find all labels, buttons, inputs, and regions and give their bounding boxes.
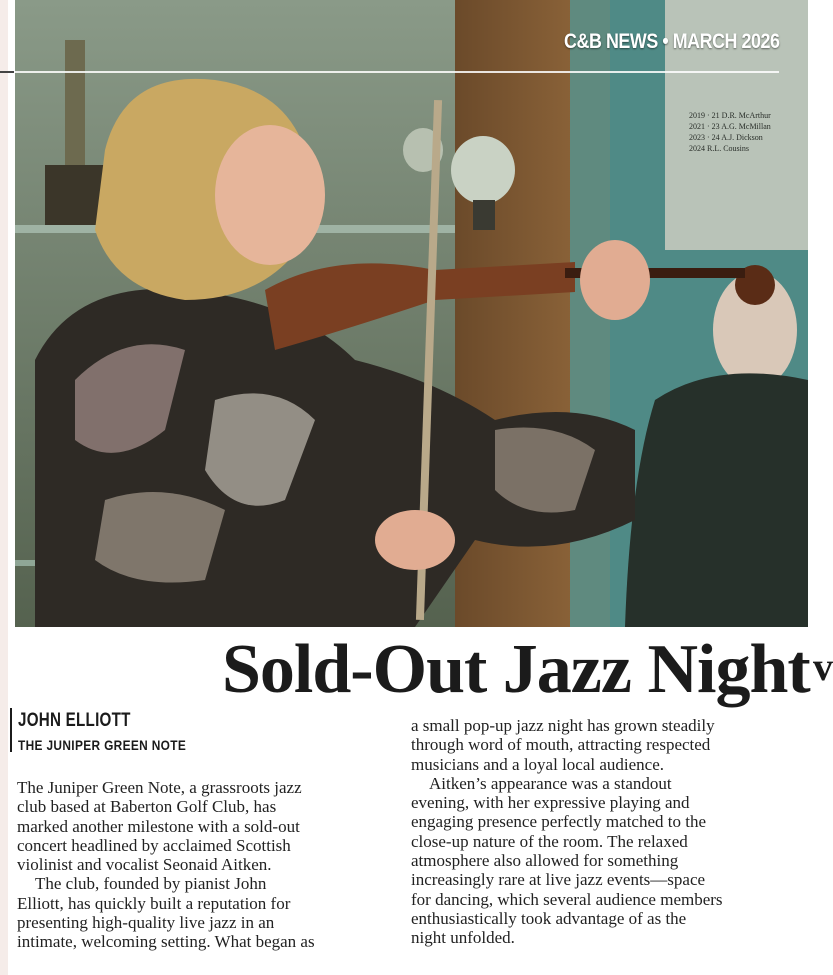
board-line: 2019 · 21 D.R. McArthur <box>689 111 771 120</box>
publication-name: THE JUNIPER GREEN NOTE <box>18 737 187 753</box>
body-line: for dancing, which several audience members <box>411 889 723 909</box>
body-line: night unfolded. <box>411 928 515 948</box>
body-line: enthusiastically took advantage of as the <box>411 908 687 928</box>
headline-overflow-glyph: v <box>813 644 833 689</box>
article-column-2 <box>411 716 816 948</box>
byline-bar <box>10 708 12 752</box>
page-edge <box>0 0 8 975</box>
body-line: atmosphere also allowed for something <box>411 851 679 871</box>
headline: Sold-Out Jazz Night <box>222 631 810 708</box>
body-line: club based at Baberton Golf Club, has <box>17 797 277 817</box>
body-line: concert headlined by acclaimed Scottish <box>17 835 291 855</box>
honours-board <box>689 110 771 154</box>
body-line: evening, with her expressive playing and <box>411 793 690 813</box>
body-line: intimate, welcoming setting. What began as <box>17 932 315 952</box>
article-photo <box>15 0 808 627</box>
body-line: a small pop-up jazz night has grown steadily <box>411 716 715 735</box>
body-line: close-up nature of the room. The relaxed <box>411 831 688 851</box>
body-line: presenting high-quality live jazz in an <box>17 913 275 933</box>
body-line: Elliott, has quickly built a reputation for <box>17 893 291 913</box>
page-edge-rule <box>0 71 14 73</box>
board-line: 2021 · 23 A.G. McMillan <box>689 122 771 131</box>
masthead-rule <box>15 71 779 73</box>
masthead: C&B NEWS • MARCH 2026 <box>564 30 780 53</box>
body-line: musicians and a loyal local audience. <box>411 754 665 774</box>
author-name: JOHN ELLIOTT <box>18 710 131 731</box>
board-line: 2023 · 24 A.J. Dickson <box>689 133 763 142</box>
body-line: engaging presence perfectly matched to the <box>411 812 707 832</box>
body-line: through word of mouth, attracting respected <box>411 735 711 755</box>
body-line: marked another milestone with a sold-out <box>17 816 300 836</box>
body-line: violinist and vocalist Seonaid Aitken. <box>17 855 272 875</box>
body-line: The club, founded by pianist John <box>35 874 267 894</box>
body-line: Aitken’s appearance was a standout <box>429 773 672 793</box>
photo-violinist-scene <box>15 0 808 627</box>
body-line: The Juniper Green Note, a grassroots jazz <box>17 778 302 797</box>
board-line: 2024 R.L. Cousins <box>689 144 750 153</box>
body-line: increasingly rare at live jazz events—space <box>411 870 706 890</box>
article-column-1 <box>17 778 377 952</box>
